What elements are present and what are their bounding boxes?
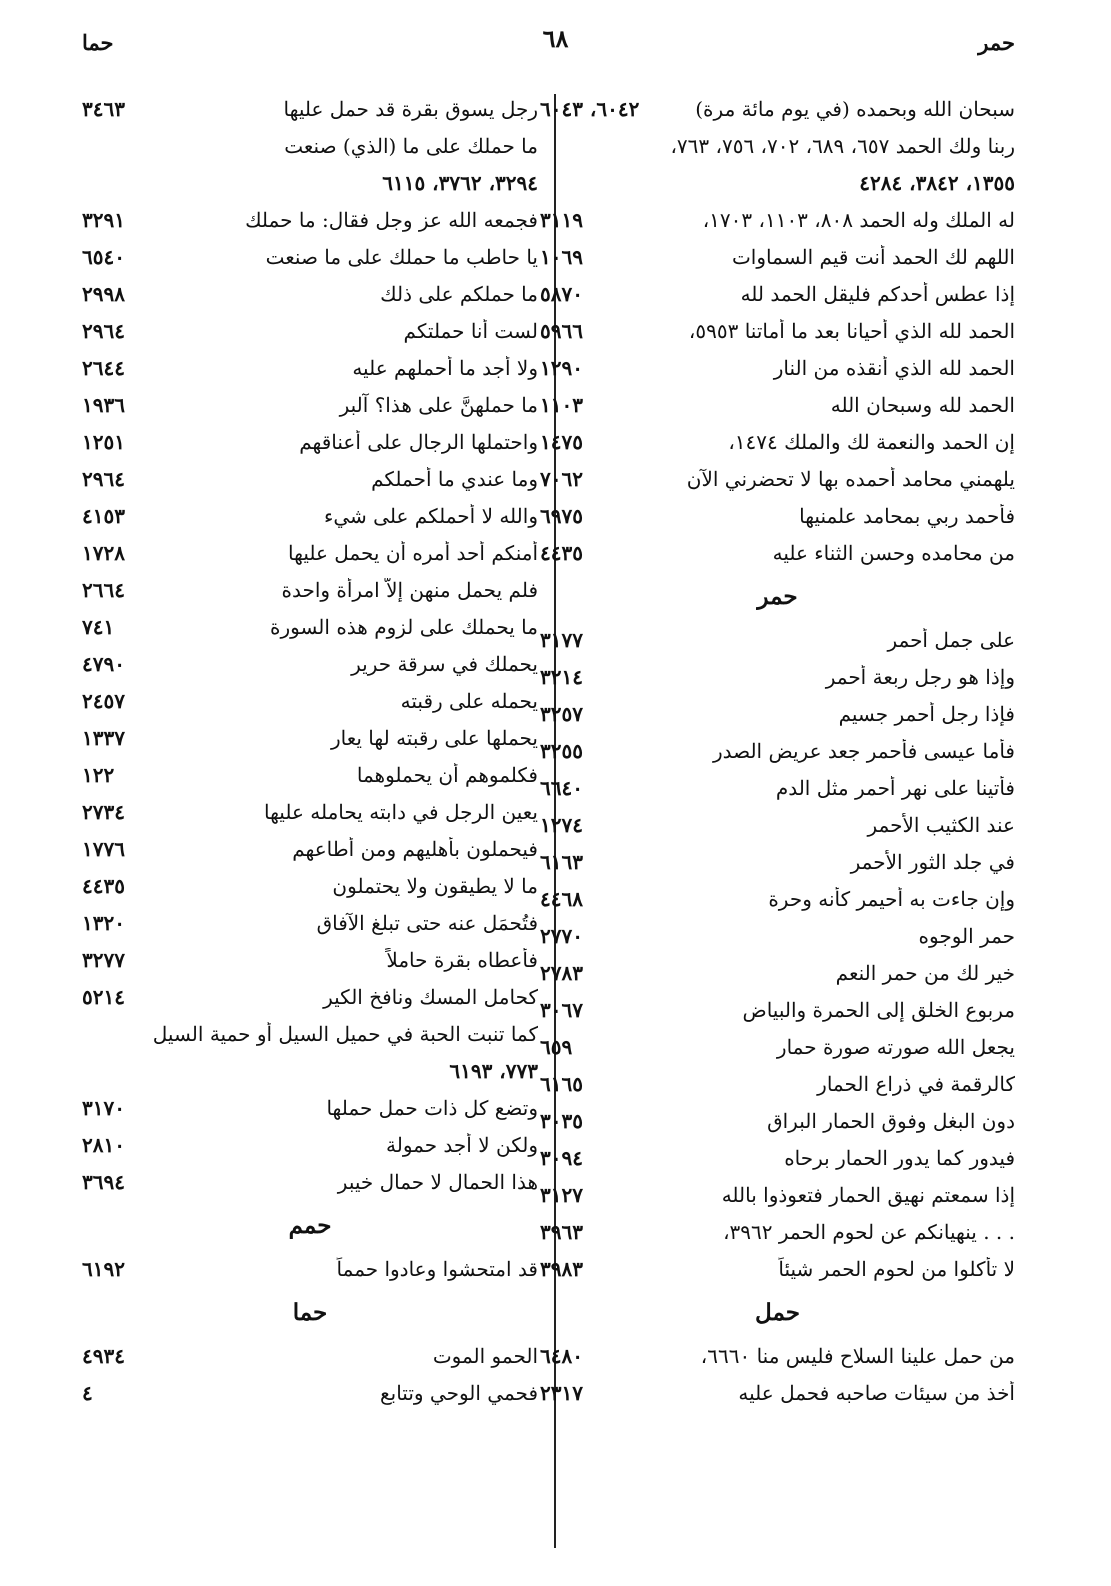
entry-refs: ٣١٧٧ bbox=[540, 627, 583, 652]
entry-refs: ٦١٩٢ bbox=[82, 1256, 125, 1281]
entry-text: له الملك وله الحمد ٨٠٨، ١١٠٣، ١٧٠٣، bbox=[702, 207, 1015, 232]
index-entry bbox=[82, 275, 538, 312]
entry-refs: ١٩٣٦ bbox=[82, 392, 125, 417]
entry-text: والله لا أحملكم على شيء bbox=[323, 503, 538, 528]
entry-refs: ١١٠٣ bbox=[540, 392, 583, 417]
entry-refs: ٦٦٤٠ bbox=[540, 775, 583, 800]
index-entry bbox=[82, 904, 538, 941]
entry-text: اللهم لك الحمد أنت قيم السماوات bbox=[731, 244, 1015, 269]
entry-refs: ٣٢٩١ bbox=[82, 207, 125, 232]
entry-refs: ٧٧٣، ٦١٩٣ bbox=[449, 1058, 538, 1083]
index-entry bbox=[82, 534, 538, 571]
entry-text: ما لا يطيقون ولا يحتملون bbox=[332, 873, 538, 898]
entry-refs: ٣١٢٧ bbox=[540, 1182, 583, 1207]
index-entry bbox=[540, 201, 1015, 238]
index-entry bbox=[540, 732, 1015, 769]
entry-refs: ١٣٣٧ bbox=[82, 725, 125, 750]
entry-refs: ٥٨٧٠ bbox=[540, 281, 583, 306]
entry-refs: ٣٢٥٧ bbox=[540, 701, 583, 726]
entry-refs: ١٢٧٤ bbox=[540, 812, 583, 837]
left-column bbox=[82, 90, 538, 1411]
entry-refs: ٢٧٧٠ bbox=[540, 923, 583, 948]
index-entry bbox=[82, 1374, 538, 1411]
index-entry bbox=[82, 1126, 538, 1163]
index-entry bbox=[540, 1374, 1015, 1411]
entry-refs: ٤٩٣٤ bbox=[82, 1343, 125, 1368]
index-entry bbox=[540, 917, 1015, 954]
index-entry bbox=[82, 1089, 538, 1126]
index-entry bbox=[540, 769, 1015, 806]
index-entry bbox=[82, 1163, 538, 1200]
entry-text: فكلموهم أن يحملوهما bbox=[356, 762, 538, 787]
entry-text: فيدور كما يدور الحمار برحاه bbox=[784, 1145, 1015, 1170]
index-entry bbox=[82, 1015, 538, 1052]
entry-refs: ٣٠٩٤ bbox=[540, 1145, 583, 1170]
entry-refs: ٢٨١٠ bbox=[82, 1132, 125, 1157]
entry-refs: ٣٢٩٤، ٣٧٦٢، ٦١١٥ bbox=[382, 170, 538, 195]
entry-text: . . . ينهيانكم عن لحوم الحمر ٣٩٦٢، bbox=[723, 1219, 1015, 1244]
index-entry bbox=[82, 1250, 538, 1287]
entry-refs: ٤١٥٣ bbox=[82, 503, 125, 528]
entry-refs: ١٤٧٥ bbox=[540, 429, 583, 454]
entry-refs: ٦١٦٥ bbox=[540, 1071, 583, 1096]
entry-text: الحمد لله وسبحان الله bbox=[830, 392, 1015, 417]
entry-refs: ٢٣١٧ bbox=[540, 1380, 583, 1405]
entry-refs: ٥٩٦٦ bbox=[540, 318, 583, 343]
index-entry bbox=[82, 608, 538, 645]
index-entry bbox=[540, 806, 1015, 843]
entry-refs: ٢٩٦٤ bbox=[82, 466, 125, 491]
entry-text: كما تنبت الحبة في حميل السيل أو حمية السيل bbox=[152, 1021, 538, 1046]
page-number: ٦٨ bbox=[542, 24, 569, 53]
entry-text: إن الحمد والنعمة لك والملك ١٤٧٤، bbox=[728, 429, 1015, 454]
root-heading: حما bbox=[292, 1298, 328, 1326]
index-entry bbox=[540, 658, 1015, 695]
index-entry bbox=[82, 127, 538, 164]
root-heading: حمم bbox=[288, 1211, 332, 1239]
entry-refs: ٣٠٣٥ bbox=[540, 1108, 583, 1133]
index-entry bbox=[82, 1052, 538, 1089]
index-entry bbox=[540, 1250, 1015, 1287]
index-entry bbox=[82, 349, 538, 386]
right-column bbox=[540, 90, 1015, 1411]
entry-text: في جلد الثور الأحمر bbox=[850, 849, 1015, 874]
entry-text: كحامل المسك ونافخ الكير bbox=[323, 984, 538, 1009]
entry-refs: ٥٢١٤ bbox=[82, 984, 125, 1009]
entry-refs: ٤ bbox=[82, 1380, 93, 1405]
entry-text: قد امتحشوا وعادوا حمماً bbox=[336, 1256, 538, 1281]
index-entry bbox=[540, 423, 1015, 460]
entry-refs: ١٢٥١ bbox=[82, 429, 125, 454]
entry-text: أمنكم أحد أمره أن يحمل عليها bbox=[288, 540, 538, 565]
index-entry bbox=[540, 127, 1015, 164]
entry-text: فجمعه الله عز وجل فقال: ما حملك bbox=[245, 207, 538, 232]
entry-text: الحمد لله الذي أنقذه من النار bbox=[773, 355, 1015, 380]
entry-text: وإن جاءت به أحيمر كأنه وحرة bbox=[768, 886, 1015, 911]
entry-text: الحمد لله الذي أحيانا بعد ما أماتنا ٥٩٥٣، bbox=[688, 318, 1015, 343]
index-entry bbox=[540, 843, 1015, 880]
entry-refs: ٦٥٩ bbox=[540, 1034, 573, 1059]
entry-text: ما حملكم على ذلك bbox=[380, 281, 538, 306]
index-entry bbox=[540, 1139, 1015, 1176]
entry-refs: ٧٤١ bbox=[82, 614, 115, 639]
entry-text: وما عندي ما أحملكم bbox=[371, 466, 538, 491]
index-entry bbox=[82, 682, 538, 719]
entry-refs: ٢٦٤٤ bbox=[82, 355, 125, 380]
entry-refs: ٤٤٦٨ bbox=[540, 886, 583, 911]
entry-text: خير لك من حمر النعم bbox=[835, 960, 1015, 985]
entry-refs: ١٣٢٠ bbox=[82, 910, 125, 935]
entry-text: ولا أجد ما أحملهم عليه bbox=[352, 355, 538, 380]
index-entry bbox=[82, 793, 538, 830]
entry-text: ما حملهنَّ على هذا؟ آلبر bbox=[339, 392, 538, 417]
entry-refs: ٣٦٩٤ bbox=[82, 1169, 125, 1194]
entry-refs: ١٠٦٩ bbox=[540, 244, 583, 269]
index-entry bbox=[82, 867, 538, 904]
entry-refs: ٦٠٤٢، ٦٠٤٣ bbox=[540, 96, 640, 121]
entry-text: على جمل أحمر bbox=[887, 627, 1015, 652]
entry-text: يحمله على رقبته bbox=[400, 688, 538, 713]
index-entry bbox=[540, 1176, 1015, 1213]
index-entry bbox=[82, 386, 538, 423]
entry-refs: ٣١١٩ bbox=[540, 207, 583, 232]
entry-text: ربنا ولك الحمد ٦٥٧، ٦٨٩، ٧٠٢، ٧٥٦، ٧٦٣، bbox=[670, 133, 1015, 158]
entry-text: فأتينا على نهر أحمر مثل الدم bbox=[775, 775, 1015, 800]
entry-refs: ٢٧٨٣ bbox=[540, 960, 583, 985]
entry-refs: ٤٧٩٠ bbox=[82, 651, 125, 676]
entry-text: يحملها على رقبته لها يعار bbox=[330, 725, 538, 750]
entry-refs: ١٢٢ bbox=[82, 762, 115, 787]
entry-text: حمر الوجوه bbox=[918, 923, 1015, 948]
index-entry bbox=[82, 90, 538, 127]
running-head-left: حما bbox=[82, 30, 114, 55]
index-entry bbox=[540, 164, 1015, 201]
entry-text: عند الكثيب الأحمر bbox=[867, 812, 1015, 837]
entry-text: ولكن لا أجد حمولة bbox=[386, 1132, 538, 1157]
entry-refs: ٢٤٥٧ bbox=[82, 688, 125, 713]
entry-text: فيحملون بأهليهم ومن أطاعهم bbox=[292, 836, 538, 861]
entry-refs: ٣٤٦٣ bbox=[82, 96, 125, 121]
index-entry bbox=[540, 621, 1015, 658]
index-entry bbox=[540, 954, 1015, 991]
entry-refs: ١٧٧٦ bbox=[82, 836, 125, 861]
index-entry bbox=[540, 1102, 1015, 1139]
index-entry bbox=[82, 1337, 538, 1374]
index-entry bbox=[82, 238, 538, 275]
entry-text: فإذا رجل أحمر جسيم bbox=[838, 701, 1015, 726]
entry-text: أخذ من سيئات صاحبه فحمل عليه bbox=[738, 1380, 1015, 1405]
entry-refs: ٣٩٨٣ bbox=[540, 1256, 583, 1281]
entry-refs: ٦٩٧٥ bbox=[540, 503, 583, 528]
index-entry bbox=[540, 1028, 1015, 1065]
entry-text: سبحان الله وبحمده (في يوم مائة مرة) bbox=[695, 96, 1015, 121]
index-entry bbox=[540, 460, 1015, 497]
entry-refs: ٣٢٥٥ bbox=[540, 738, 583, 763]
entry-text: يلهمني محامد أحمده بها لا تحضرني الآن bbox=[686, 466, 1015, 491]
running-head-right: حمر bbox=[978, 30, 1015, 55]
index-entry bbox=[540, 1213, 1015, 1250]
index-entry bbox=[82, 460, 538, 497]
index-entry bbox=[82, 830, 538, 867]
index-entry bbox=[540, 386, 1015, 423]
entry-text: يجعل الله صورته صورة حمار bbox=[776, 1034, 1015, 1059]
entry-refs: ٤٤٣٥ bbox=[540, 540, 583, 565]
entry-text: كالرقمة في ذراع الحمار bbox=[817, 1071, 1015, 1096]
index-entry bbox=[540, 534, 1015, 571]
entry-refs: ٤٤٣٥ bbox=[82, 873, 125, 898]
entry-text: وإذا هو رجل ربعة أحمر bbox=[825, 664, 1015, 689]
index-entry bbox=[82, 571, 538, 608]
entry-text: يعين الرجل في دابته يحامله عليها bbox=[263, 799, 538, 824]
entry-refs: ١٢٩٠ bbox=[540, 355, 583, 380]
entry-refs: ٣٢١٤ bbox=[540, 664, 583, 689]
index-entry bbox=[540, 312, 1015, 349]
entry-refs: ٧٠٦٢ bbox=[540, 466, 583, 491]
index-entry bbox=[82, 756, 538, 793]
entry-text: مربوع الخلق إلى الحمرة والبياض bbox=[742, 997, 1015, 1022]
entry-text: وتضع كل ذات حمل حملها bbox=[326, 1095, 538, 1120]
entry-refs: ٦١٦٣ bbox=[540, 849, 583, 874]
entry-text: فحمي الوحي وتتابع bbox=[380, 1380, 538, 1405]
entry-refs: ١٧٢٨ bbox=[82, 540, 125, 565]
entry-refs: ٦٤٨٠ bbox=[540, 1343, 583, 1368]
index-entry bbox=[82, 941, 538, 978]
entry-refs: ٣١٧٠ bbox=[82, 1095, 125, 1120]
entry-text: إذا سمعتم نهيق الحمار فتعوذوا بالله bbox=[721, 1182, 1015, 1207]
index-entry bbox=[540, 349, 1015, 386]
entry-text: دون البغل وفوق الحمار البراق bbox=[767, 1108, 1015, 1133]
entry-text: يا حاطب ما حملك على ما صنعت bbox=[265, 244, 538, 269]
index-entry bbox=[82, 201, 538, 238]
entry-text: فأعطاه بقرة حاملاً bbox=[386, 947, 538, 972]
entry-text: لا تأكلوا من لحوم الحمر شيئاً bbox=[778, 1256, 1015, 1281]
index-entry bbox=[82, 497, 538, 534]
root-heading: حمر bbox=[757, 582, 798, 610]
root-heading: حمل bbox=[755, 1298, 800, 1326]
entry-text: إذا عطس أحدكم فليقل الحمد لله bbox=[740, 281, 1015, 306]
entry-refs: ٣٠٦٧ bbox=[540, 997, 583, 1022]
index-entry bbox=[82, 978, 538, 1015]
entry-text: ما حملك على ما (الذي) صنعت bbox=[284, 133, 538, 158]
index-entry bbox=[540, 497, 1015, 534]
index-entry bbox=[540, 1337, 1015, 1374]
index-entry bbox=[82, 312, 538, 349]
entry-text: من محامده وحسن الثناء عليه bbox=[772, 540, 1015, 565]
entry-refs: ٢٧٣٤ bbox=[82, 799, 125, 824]
index-entry bbox=[540, 880, 1015, 917]
entry-text: فأما عيسى فأحمر جعد عريض الصدر bbox=[712, 738, 1015, 763]
index-entry bbox=[540, 991, 1015, 1028]
index-entry bbox=[82, 164, 538, 201]
index-entry bbox=[82, 645, 538, 682]
entry-refs: ٣٩٦٣ bbox=[540, 1219, 583, 1244]
index-entry bbox=[540, 90, 1015, 127]
index-entry bbox=[540, 238, 1015, 275]
entry-text: هذا الحمال لا حمال خيبر bbox=[337, 1169, 538, 1194]
entry-refs: ٢٩٩٨ bbox=[82, 281, 125, 306]
entry-refs: ٢٦٦٤ bbox=[82, 577, 125, 602]
entry-refs: ٣٢٧٧ bbox=[82, 947, 125, 972]
entry-text: لست أنا حملتكم bbox=[403, 318, 538, 343]
entry-text: واحتملها الرجال على أعناقهم bbox=[299, 429, 538, 454]
entry-text: ما يحملك على لزوم هذه السورة bbox=[270, 614, 538, 639]
entry-text: فأحمد ربي بمحامد علمنيها bbox=[799, 503, 1015, 528]
entry-text: من حمل علينا السلاح فليس منا ٦٦٦٠، bbox=[700, 1343, 1015, 1368]
index-entry bbox=[82, 423, 538, 460]
index-entry bbox=[540, 1065, 1015, 1102]
entry-refs: ٦٥٤٠ bbox=[82, 244, 125, 269]
entry-text: فتُحمَل عنه حتى تبلغ الآفاق bbox=[316, 910, 538, 935]
entry-text: فلم يحمل منهن إلاّ امرأة واحدة bbox=[281, 577, 538, 602]
entry-text: يحملك في سرقة حرير bbox=[351, 651, 538, 676]
entry-refs: ١٣٥٥، ٣٨٤٢، ٤٢٨٤ bbox=[859, 170, 1015, 195]
index-entry bbox=[540, 695, 1015, 732]
entry-refs: ٢٩٦٤ bbox=[82, 318, 125, 343]
entry-text: رجل يسوق بقرة قد حمل عليها bbox=[283, 96, 538, 121]
entry-text: الحمو الموت bbox=[432, 1343, 538, 1368]
index-entry bbox=[82, 719, 538, 756]
index-entry bbox=[540, 275, 1015, 312]
